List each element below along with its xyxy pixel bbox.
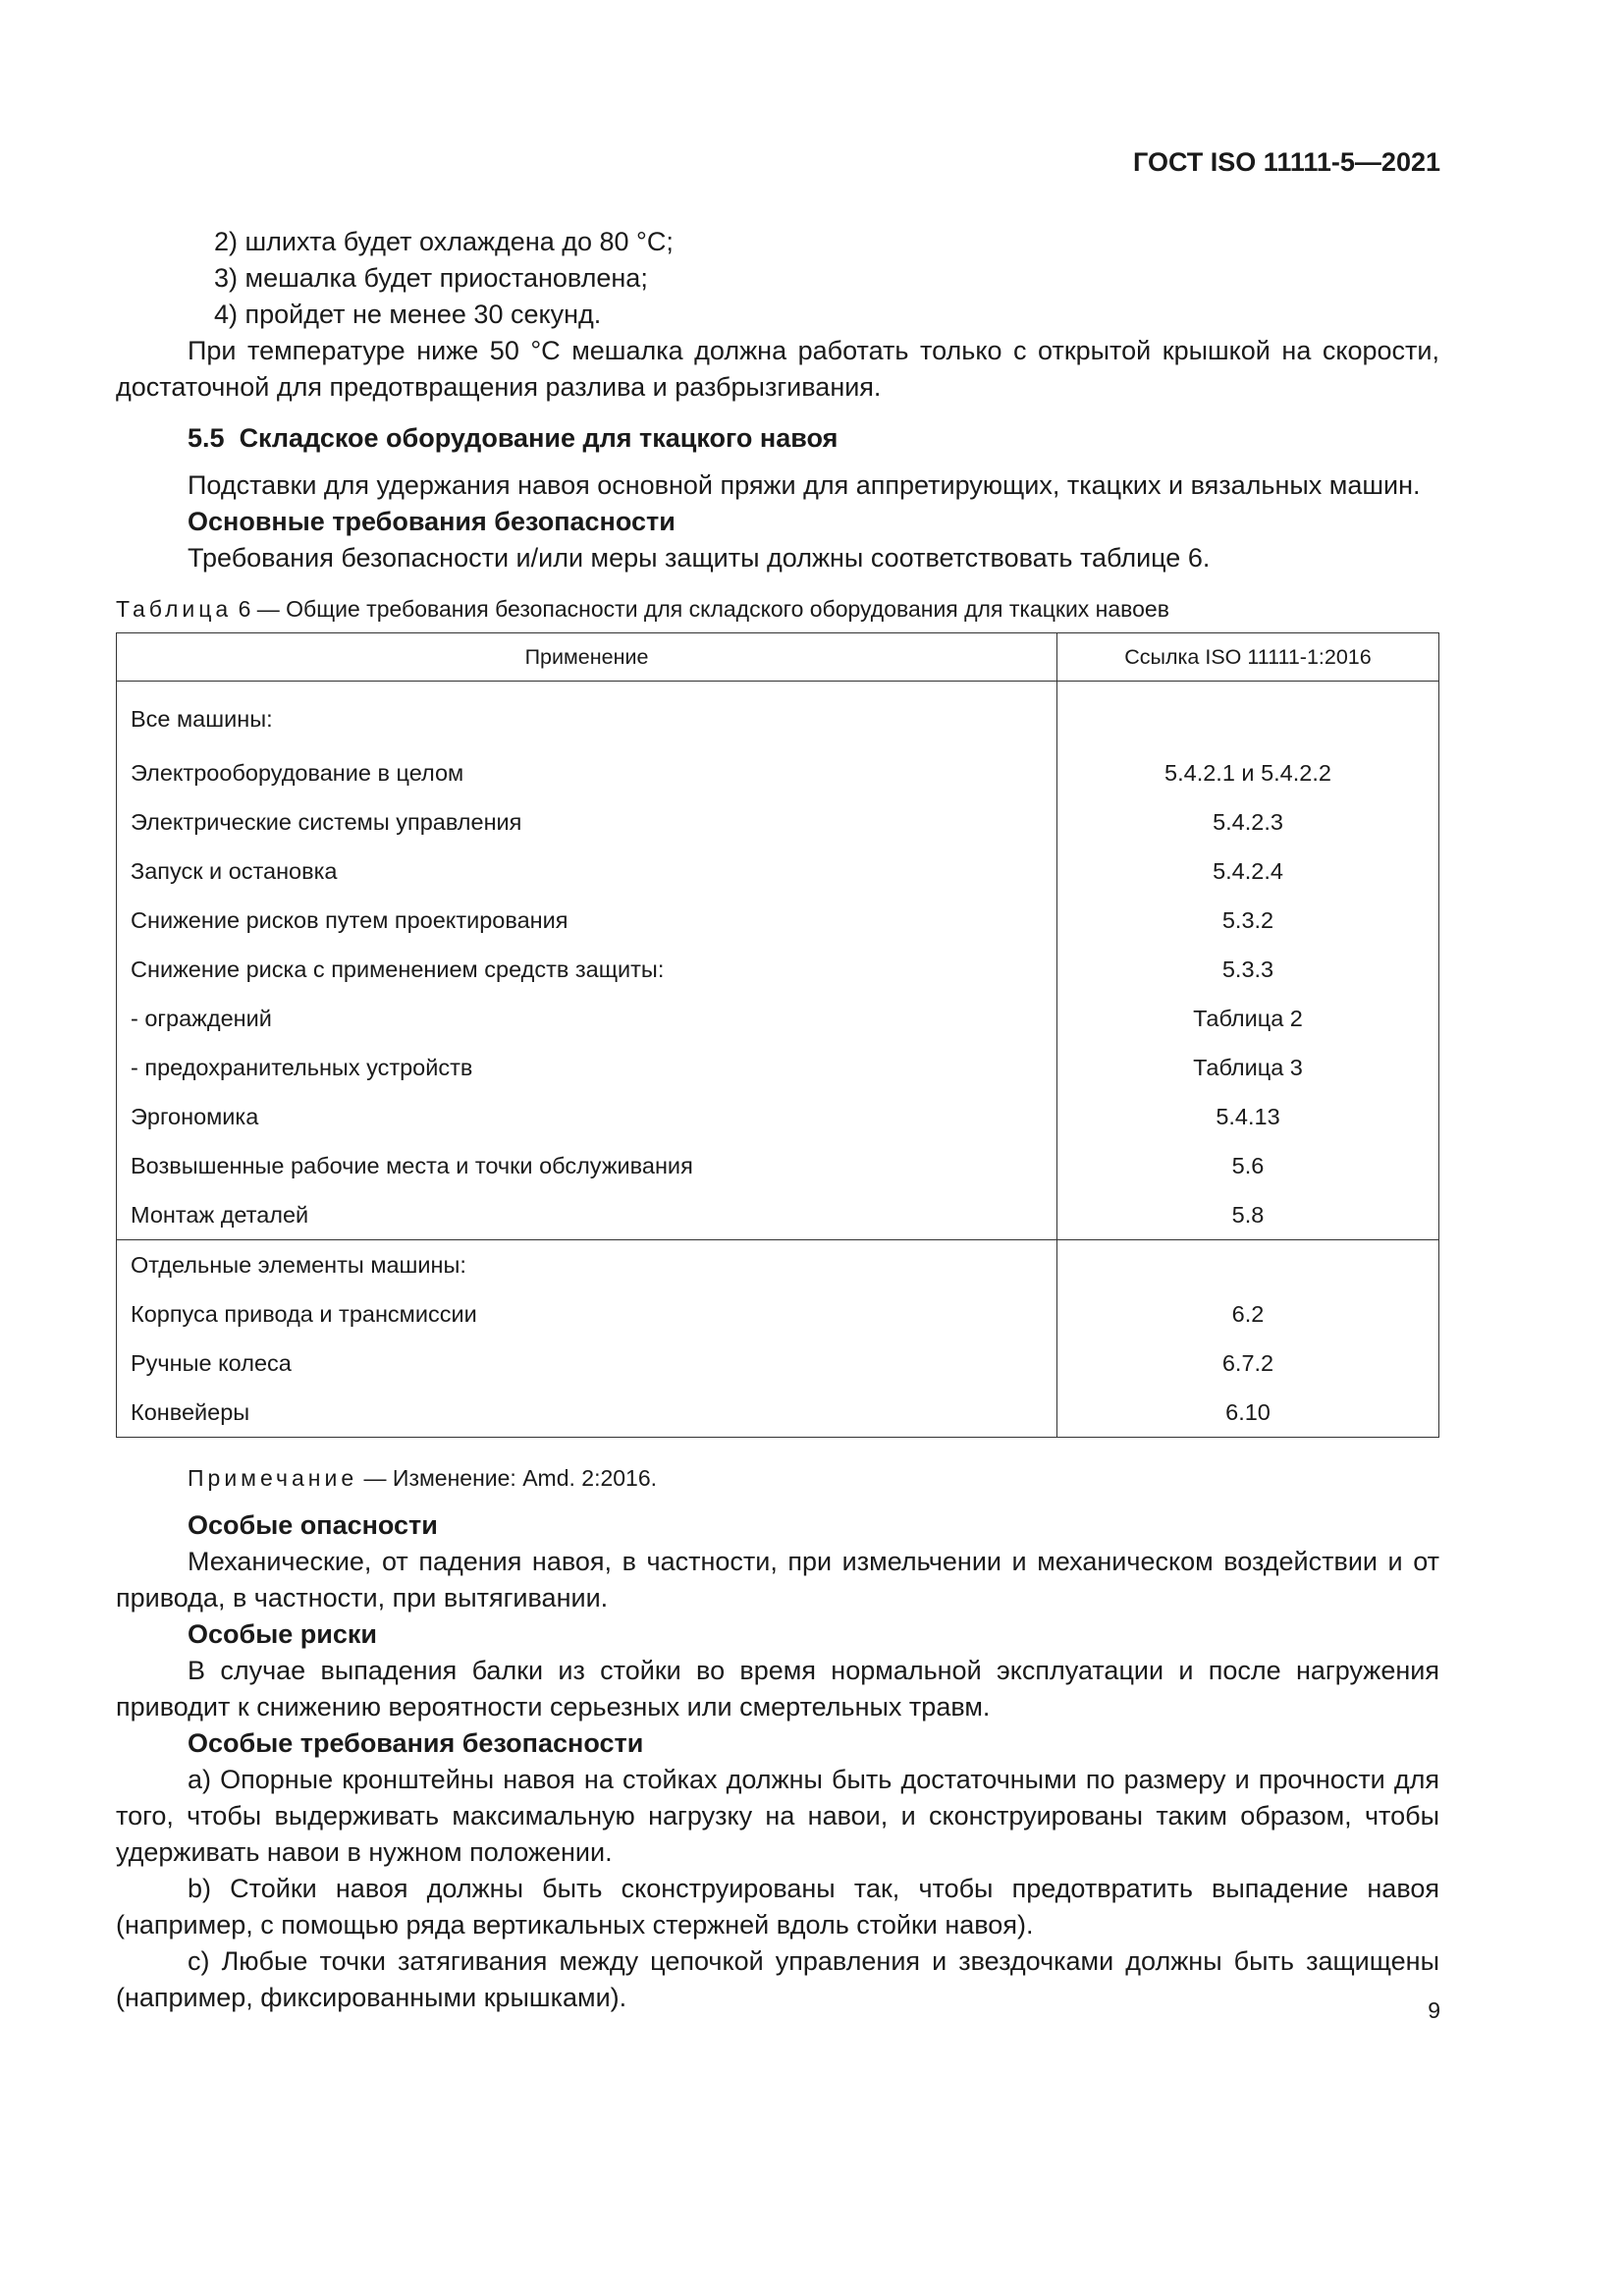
table-header-reference: Ссылка ISO 11111-1:2016 xyxy=(1057,633,1439,682)
list-item: c) Любые точки затягивания между цепочкой управления и звездочками должны быть защищены (например, фиксированными крышками). xyxy=(116,1946,1439,2012)
table-cell-reference: 5.3.3 xyxy=(1057,945,1439,994)
table-cell-application: Все машины: xyxy=(117,682,1057,749)
subheading: Особые риски xyxy=(188,1619,377,1649)
table-row xyxy=(117,748,1439,797)
list-item: 2) шлихта будет охлаждена до 80 °C; xyxy=(214,227,674,256)
subheading: Особые опасности xyxy=(188,1510,438,1540)
table-cell-reference: Таблица 2 xyxy=(1057,994,1439,1043)
list-item: 4) пройдет не менее 30 секунд. xyxy=(214,300,602,329)
table-cell-application: Ручные колеса xyxy=(117,1339,1057,1388)
table-cell-reference: 5.6 xyxy=(1057,1141,1439,1190)
table-row xyxy=(117,945,1439,994)
subheading: Основные требования безопасности xyxy=(188,507,676,536)
table-cell-reference: 6.10 xyxy=(1057,1388,1439,1438)
table-caption-title: — Общие требования безопасности для складского оборудования для ткацких навоев xyxy=(256,596,1169,622)
table-cell-application: Снижение риска с применением средств защиты: xyxy=(117,945,1057,994)
paragraph: Подставки для удержания навоя основной пряжи для аппретирующих, ткацких и вязальных машин. xyxy=(188,470,1421,500)
list-item: 3) мешалка будет приостановлена; xyxy=(214,263,648,293)
table-row xyxy=(117,1289,1439,1339)
table-cell-application: Электрические системы управления xyxy=(117,797,1057,847)
section-title xyxy=(188,423,1439,454)
list-item: b) Стойки навоя должны быть сконструированы так, чтобы предотвратить выпадение навоя (например, с помощью ряда вертикальных стержней вдоль стойки навоя). xyxy=(116,1874,1439,1940)
paragraph: Механические, от падения навоя, в частности, при измельчении и механическом воздействии и от привода, в частности, при вытягивании. xyxy=(116,1547,1439,1613)
section-heading: Складское оборудование для ткацкого навоя xyxy=(239,423,839,453)
table-row xyxy=(117,1240,1439,1290)
table-cell-application: Возвышенные рабочие места и точки обслуживания xyxy=(117,1141,1057,1190)
table-cell-application: Конвейеры xyxy=(117,1388,1057,1438)
document-id: ГОСТ ISO 11111-5—2021 xyxy=(1133,147,1440,177)
table-row xyxy=(117,1141,1439,1190)
table-note xyxy=(188,1465,1439,1492)
paragraph: Требования безопасности и/или меры защиты должны соответствовать таблице 6. xyxy=(188,543,1211,573)
table-row xyxy=(117,1092,1439,1141)
table-cell-application: Отдельные элементы машины: xyxy=(117,1240,1057,1290)
table-cell-reference: Таблица 3 xyxy=(1057,1043,1439,1092)
table-caption-label: Таблица xyxy=(116,596,233,622)
table-row xyxy=(117,1388,1439,1438)
table-cell-application: Монтаж деталей xyxy=(117,1190,1057,1240)
note-label: Примечание xyxy=(188,1465,358,1491)
table-row xyxy=(117,1339,1439,1388)
table-cell-reference xyxy=(1057,682,1439,749)
section-number: 5.5 xyxy=(188,423,225,453)
table-cell-reference: 6.2 xyxy=(1057,1289,1439,1339)
table-cell-application: Электрооборудование в целом xyxy=(117,748,1057,797)
table-cell-application: Корпуса привода и трансмиссии xyxy=(117,1289,1057,1339)
table-row xyxy=(117,847,1439,896)
table-row xyxy=(117,1190,1439,1240)
table-row xyxy=(117,896,1439,945)
table-cell-application: Запуск и остановка xyxy=(117,847,1057,896)
table-cell-reference xyxy=(1057,1240,1439,1290)
table-cell-reference: 5.4.2.3 xyxy=(1057,797,1439,847)
list-item: a) Опорные кронштейны навоя на стойках должны быть достаточными по размеру и прочности для того, чтобы выдерживать максимальную нагрузку на навои, и сконструированы таким образом, чтобы удерживать навои в нужном положении. xyxy=(116,1765,1439,1867)
table-row xyxy=(117,1043,1439,1092)
note-text: — Изменение: Amd. 2:2016. xyxy=(363,1465,658,1491)
paragraph: При температуре ниже 50 °C мешалка должна работать только с открытой крышкой на скорости, достаточной для предотвращения разлива и разбрызгивания. xyxy=(116,336,1439,402)
table-cell-application: - предохранительных устройств xyxy=(117,1043,1057,1092)
table-header-row xyxy=(117,633,1439,682)
table-row xyxy=(117,682,1439,749)
table-row xyxy=(117,994,1439,1043)
page-number: 9 xyxy=(1428,1997,1440,2023)
table-cell-reference: 5.3.2 xyxy=(1057,896,1439,945)
table-row xyxy=(117,797,1439,847)
table-cell-application: Эргономика xyxy=(117,1092,1057,1141)
table-cell-reference: 5.4.13 xyxy=(1057,1092,1439,1141)
page-content xyxy=(116,224,1439,2016)
table-header-application: Применение xyxy=(117,633,1057,682)
table-cell-application: Снижение рисков путем проектирования xyxy=(117,896,1057,945)
table-cell-reference: 5.4.2.4 xyxy=(1057,847,1439,896)
table-caption-number: 6 xyxy=(238,596,251,622)
subheading: Особые требования безопасности xyxy=(188,1728,644,1758)
safety-requirements-table xyxy=(116,632,1439,1438)
paragraph: В случае выпадения балки из стойки во время нормальной эксплуатации и после нагружения приводит к снижению вероятности серьезных или смертельных травм. xyxy=(116,1656,1439,1722)
table-cell-reference: 5.8 xyxy=(1057,1190,1439,1240)
table-cell-reference: 5.4.2.1 и 5.4.2.2 xyxy=(1057,748,1439,797)
table-cell-reference: 6.7.2 xyxy=(1057,1339,1439,1388)
table-caption xyxy=(116,596,1439,623)
table-cell-application: - ограждений xyxy=(117,994,1057,1043)
